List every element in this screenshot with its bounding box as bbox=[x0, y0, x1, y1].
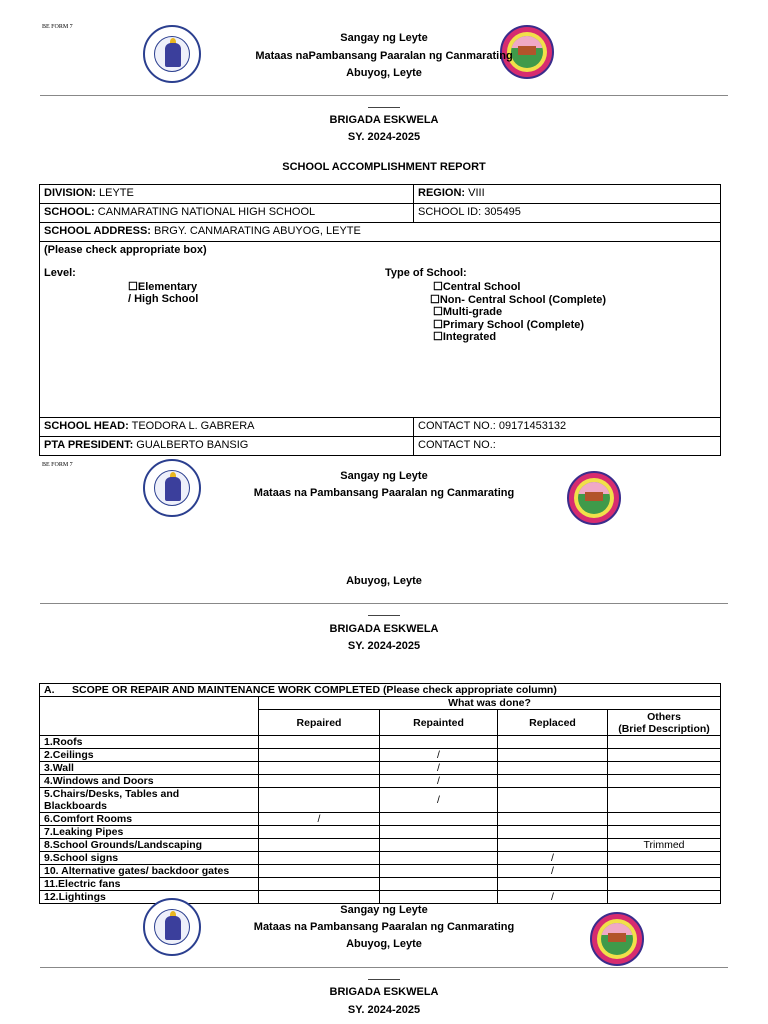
table-row bbox=[40, 736, 721, 749]
row-replaced-cell[interactable]: / bbox=[498, 891, 608, 904]
pta-contact: CONTACT NO.: bbox=[414, 437, 721, 456]
header2-line-3: Abuyog, Leyte bbox=[346, 575, 422, 587]
dash-line bbox=[368, 107, 400, 108]
row-item: 12.Lightings bbox=[40, 891, 259, 904]
header3-line-1: Sangay ng Leyte bbox=[340, 904, 428, 916]
row-repainted-cell[interactable] bbox=[380, 839, 498, 852]
table-row bbox=[40, 826, 721, 839]
col-replaced: Replaced bbox=[498, 710, 608, 736]
row-repaired-cell[interactable] bbox=[259, 891, 380, 904]
row-replaced-cell[interactable] bbox=[498, 826, 608, 839]
table-row bbox=[40, 775, 721, 788]
row-others-cell[interactable] bbox=[608, 762, 721, 775]
row-item: 10. Alternative gates/ backdoor gates bbox=[40, 865, 259, 878]
col-repainted: Repainted bbox=[380, 710, 498, 736]
row-others-cell[interactable] bbox=[608, 878, 721, 891]
row-replaced-cell[interactable] bbox=[498, 775, 608, 788]
table-row bbox=[40, 839, 721, 852]
header-line-1: Sangay ng Leyte bbox=[340, 32, 428, 44]
row-others-cell[interactable] bbox=[608, 788, 721, 813]
type-primary[interactable]: ☐Primary School (Complete) bbox=[433, 319, 585, 331]
row-repaired-cell[interactable] bbox=[259, 826, 380, 839]
title-brigada: BRIGADA ESKWELA bbox=[329, 114, 439, 126]
table-row bbox=[40, 788, 721, 813]
row-others-cell[interactable] bbox=[608, 826, 721, 839]
header-line-3: Abuyog, Leyte bbox=[346, 67, 422, 79]
row-repaired-cell[interactable] bbox=[259, 736, 380, 749]
item-col-header bbox=[40, 697, 259, 736]
row-repaired-cell[interactable] bbox=[259, 749, 380, 762]
row-repaired-cell[interactable] bbox=[259, 852, 380, 865]
region-cell: REGION: VIII bbox=[414, 185, 721, 204]
divider-2 bbox=[40, 603, 728, 604]
type-integrated[interactable]: ☐Integrated bbox=[433, 331, 497, 343]
type-non-central[interactable]: ☐Non- Central School (Complete) bbox=[430, 294, 607, 306]
table-row bbox=[40, 891, 721, 904]
header2-line-2: Mataas na Pambansang Paaralan ng Canmarating bbox=[253, 487, 515, 499]
title-sy-3: SY. 2024-2025 bbox=[347, 1004, 421, 1016]
col-others: Others (Brief Description) bbox=[608, 710, 721, 736]
row-repaired-cell[interactable]: / bbox=[259, 813, 380, 826]
level-elementary[interactable]: ☐Elementary bbox=[128, 281, 198, 293]
row-item: 7.Leaking Pipes bbox=[40, 826, 259, 839]
school-head-cell: SCHOOL HEAD: TEODORA L. GABRERA bbox=[40, 418, 414, 437]
type-label: Type of School: bbox=[385, 267, 467, 279]
divider bbox=[40, 95, 728, 96]
school-id-cell: SCHOOL ID: 305495 bbox=[414, 204, 721, 223]
row-replaced-cell[interactable] bbox=[498, 788, 608, 813]
title-brigada-2: BRIGADA ESKWELA bbox=[329, 623, 439, 635]
title-sy-2: SY. 2024-2025 bbox=[347, 640, 421, 652]
row-others-cell[interactable] bbox=[608, 749, 721, 762]
header2-line-1: Sangay ng Leyte bbox=[340, 470, 428, 482]
type-central[interactable]: ☐Central School bbox=[433, 281, 521, 293]
row-item: 5.Chairs/Desks, Tables and Blackboards bbox=[40, 788, 259, 813]
dash-line-2 bbox=[368, 615, 400, 616]
row-replaced-cell[interactable] bbox=[498, 749, 608, 762]
row-repainted-cell[interactable] bbox=[380, 813, 498, 826]
what-done-header: What was done? bbox=[259, 697, 721, 710]
row-replaced-cell[interactable] bbox=[498, 878, 608, 891]
row-others-cell[interactable] bbox=[608, 775, 721, 788]
header3-line-2: Mataas na Pambansang Paaralan ng Canmarating bbox=[253, 921, 515, 933]
pta-cell: PTA PRESIDENT: GUALBERTO BANSIG bbox=[40, 437, 414, 456]
row-repaired-cell[interactable] bbox=[259, 788, 380, 813]
table-row bbox=[40, 865, 721, 878]
row-replaced-cell[interactable] bbox=[498, 736, 608, 749]
table-row bbox=[40, 762, 721, 775]
row-repaired-cell[interactable] bbox=[259, 839, 380, 852]
form-label-2: BE FORM 7 bbox=[42, 462, 73, 468]
col-repaired: Repaired bbox=[259, 710, 380, 736]
row-others-cell[interactable]: Trimmed bbox=[608, 839, 721, 852]
scope-title: A. SCOPE OR REPAIR AND MAINTENANCE WORK COMPLETED (Please check appropriate column) bbox=[40, 684, 721, 697]
form-label: BE FORM 7 bbox=[42, 24, 73, 30]
row-repainted-cell[interactable] bbox=[380, 852, 498, 865]
row-repaired-cell[interactable] bbox=[259, 878, 380, 891]
row-repainted-cell[interactable] bbox=[380, 891, 498, 904]
row-others-cell[interactable] bbox=[608, 852, 721, 865]
scope-table bbox=[39, 683, 721, 904]
title-brigada-3: BRIGADA ESKWELA bbox=[329, 986, 439, 998]
table-row bbox=[40, 878, 721, 891]
dash-line-3 bbox=[368, 979, 400, 980]
table-row bbox=[40, 852, 721, 865]
row-item: 2.Ceilings bbox=[40, 749, 259, 762]
row-item: 6.Comfort Rooms bbox=[40, 813, 259, 826]
row-item: 11.Electric fans bbox=[40, 878, 259, 891]
level-high-school[interactable]: / High School bbox=[128, 293, 199, 305]
title-sy: SY. 2024-2025 bbox=[347, 131, 421, 143]
report-title: SCHOOL ACCOMPLISHMENT REPORT bbox=[282, 161, 486, 173]
row-repaired-cell[interactable] bbox=[259, 865, 380, 878]
row-replaced-cell[interactable] bbox=[498, 839, 608, 852]
school-head-contact: CONTACT NO.: 09171453132 bbox=[414, 418, 721, 437]
header3-line-3: Abuyog, Leyte bbox=[346, 938, 422, 950]
row-repainted-cell[interactable] bbox=[380, 865, 498, 878]
row-repaired-cell[interactable] bbox=[259, 762, 380, 775]
row-others-cell[interactable] bbox=[608, 865, 721, 878]
row-repainted-cell[interactable]: / bbox=[380, 775, 498, 788]
row-repainted-cell[interactable] bbox=[380, 736, 498, 749]
row-others-cell[interactable] bbox=[608, 891, 721, 904]
row-repainted-cell[interactable]: / bbox=[380, 788, 498, 813]
type-multigrade[interactable]: ☐Multi-grade bbox=[433, 306, 503, 318]
row-repainted-cell[interactable] bbox=[380, 826, 498, 839]
check-note: (Please check appropriate box) bbox=[44, 244, 207, 256]
address-cell: SCHOOL ADDRESS: BRGY. CANMARATING ABUYOG, LEYTE bbox=[40, 223, 721, 242]
row-others-cell[interactable] bbox=[608, 736, 721, 749]
row-replaced-cell[interactable] bbox=[498, 762, 608, 775]
row-replaced-cell[interactable]: / bbox=[498, 865, 608, 878]
row-replaced-cell[interactable]: / bbox=[498, 852, 608, 865]
school-cell: SCHOOL: CANMARATING NATIONAL HIGH SCHOOL bbox=[40, 204, 414, 223]
row-item: 8.School Grounds/Landscaping bbox=[40, 839, 259, 852]
table-row bbox=[40, 813, 721, 826]
level-type-cell bbox=[40, 242, 721, 418]
school-info-table bbox=[39, 184, 721, 456]
row-repainted-cell[interactable]: / bbox=[380, 749, 498, 762]
row-others-cell[interactable] bbox=[608, 813, 721, 826]
row-replaced-cell[interactable] bbox=[498, 813, 608, 826]
row-repainted-cell[interactable]: / bbox=[380, 762, 498, 775]
row-item: 1.Roofs bbox=[40, 736, 259, 749]
row-repainted-cell[interactable] bbox=[380, 878, 498, 891]
row-repaired-cell[interactable] bbox=[259, 775, 380, 788]
row-item: 4.Windows and Doors bbox=[40, 775, 259, 788]
row-item: 3.Wall bbox=[40, 762, 259, 775]
header-line-2: Mataas naPambansang Paaralan ng Canmarating bbox=[255, 50, 513, 62]
level-label: Level: bbox=[44, 267, 76, 279]
row-item: 9.School signs bbox=[40, 852, 259, 865]
divider-3 bbox=[40, 967, 728, 968]
table-row bbox=[40, 749, 721, 762]
division-cell: DIVISION: LEYTE bbox=[40, 185, 414, 204]
